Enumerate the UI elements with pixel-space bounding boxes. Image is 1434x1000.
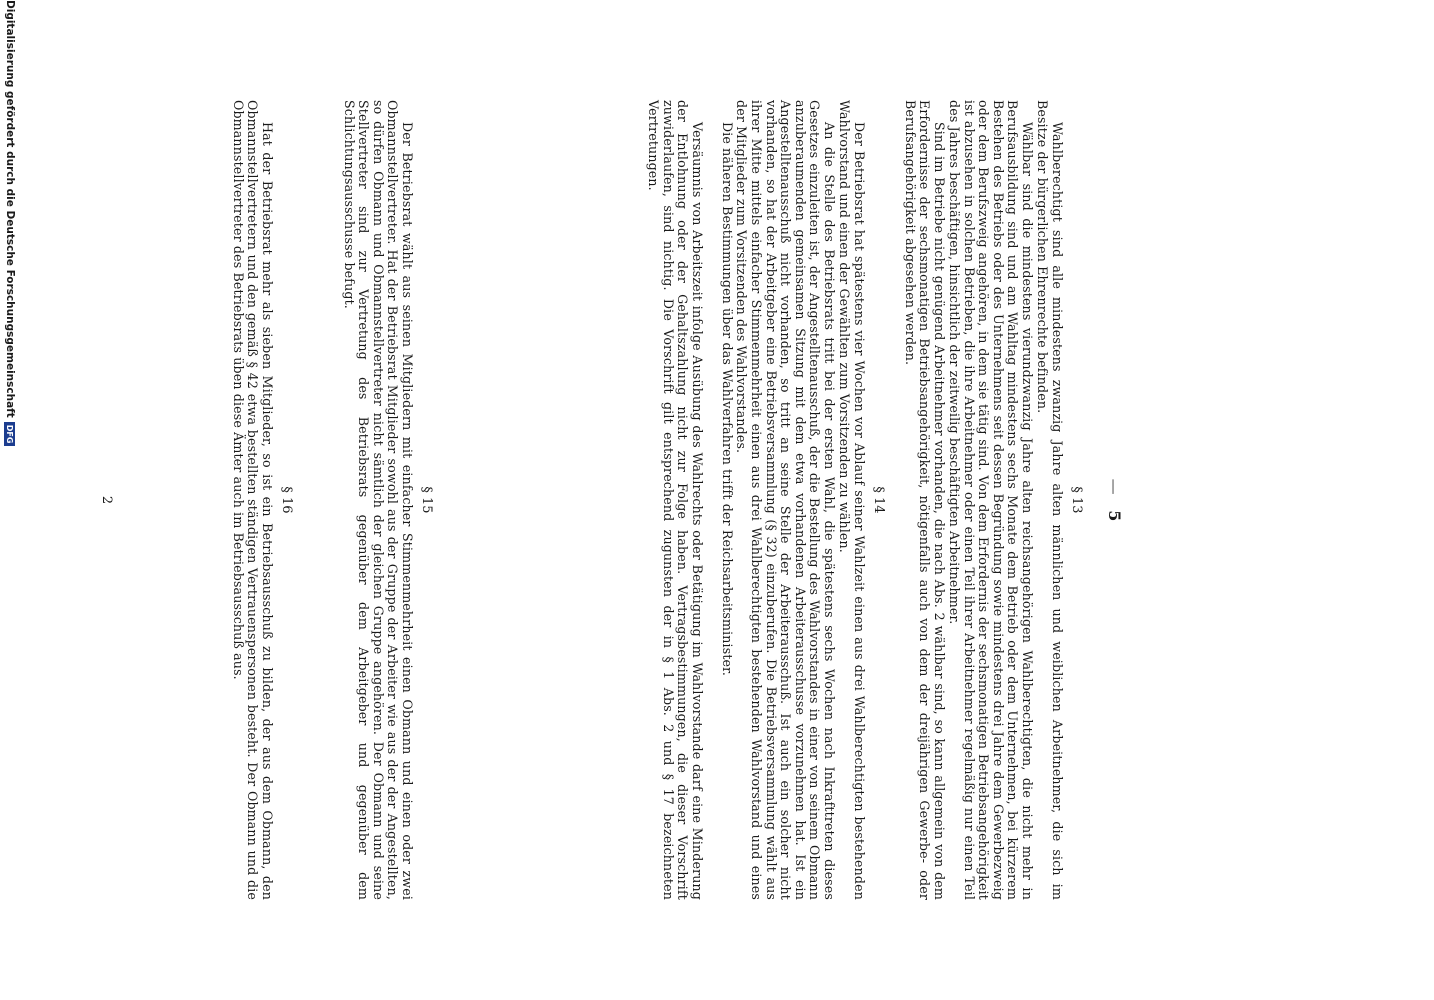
- digitization-footer: [0, 0, 20, 1000]
- section-13-paragraph-2: Wählbar sind die mindestens vierundzwanzig Jahre alten reichsangehörigen Wahlberechtigten, die nicht mehr in Berufsausbildung sind und am Wahltag mindestens sechs Monate dem Betrieb oder dem Unternehmen, bei kürzerem Bestehen des Betriebs oder des Unternehmens seit dessen Begründung sowie mindestens drei Jahre dem Gewerbezweig oder dem Berufszweig angehören, in dem sie tätig sind. Von dem Erfordernis der sechsmonatigen Betriebsangehörigkeit ist abzusehen in solchen Betrieben, die ihre Arbeitnehmer oder einen Teil ihrer Arbeitnehmer regelmäßig nur einen Teil des Jahres beschäftigen, hinsichtlich der zeitweilig beschäftigten Arbeitnehmer.: [947, 100, 1035, 900]
- section-13-heading: § 13: [1069, 486, 1084, 514]
- section-14-paragraph-2: An die Stelle des Betriebsrats tritt bei der ersten Wahl, die spätestens sechs Wochen nach Inkrafttreten dieses Gesetzes einzuleiten ist, der Angestelltenausschuß, der die Bestellung des Wahlvorstandes in einer von seinem Obmann anzuberaumenden gemeinsamen Sitzung mit dem etwa vorhandenen Arbeiterausschusse vorzunehmen hat. Ist ein Angestelltenausschuß nicht vorhanden, so tritt an seine Stelle der Arbeiterausschuß. Ist auch ein solcher nicht vorhanden, so hat der Arbeitgeber eine Betriebsversammlung (§ 32) einzuberufen. Die Betriebsversammlung wählt aus ihrer Mitte mittels einfacher Stimmenmehrheit einen aus drei Wahlberechtigten bestehenden Wahlvorstand und eines der Mitglieder zum Vorsitzenden des Wahlvorstandes.: [734, 100, 837, 900]
- page-number: [1105, 60, 1124, 940]
- section-13-paragraph-3: Sind im Betriebe nicht genügend Arbeitnehmer vorhanden, die nach Abs. 2 wählbar sind, so kann allgemein von dem Erfordernisse der sechsmonatigen Betriebsangehörigkeit, nötigenfalls auch von dem der dreijährigen Gewerbe- oder Berufsangehörigkeit abgesehen werden.: [902, 100, 947, 900]
- page-dash: —: [1105, 478, 1124, 495]
- section-16-paragraph-1: Hat der Betriebsrat mehr als sieben Mitglieder, so ist ein Betriebsausschuß zu bilden, der aus dem Obmann, den Obmannstellvertretern und den gemäß § 42 etwa bestellten ständigen Vertrauenspersonen besteht. Der Obmann und die Obmannstellvertreter des Betriebsrats üben diese Ämter auch im Betriebsausschuß aus.: [230, 100, 275, 900]
- footer-text: Digitalisierung gefördert durch die Deutsche Forschungsgemeinschaft: [4, 0, 16, 418]
- section-15-heading: § 15: [419, 486, 434, 514]
- section-14-paragraph-3: Die näheren Bestimmungen über das Wahlverfahren trifft der Reichsarbeitsminister.: [720, 122, 735, 677]
- section-16-heading: § 16: [279, 486, 294, 514]
- section-13-paragraph-1: Wahlberechtigt sind alle mindestens zwanzig Jahre alten männlichen und weiblichen Arbeitnehmer, die sich im Besitze der bürgerlichen Ehrenrechte befinden.: [1035, 100, 1065, 900]
- section-15-paragraph-1: Der Betriebsrat wählt aus seinen Mitgliedern mit einfacher Stimmenmehrheit einen Obmann und einen oder zwei Obmannstellvertreter. Hat der Betriebsrat Mitglieder sowohl aus der Gruppe der Arbeiter wie aus der der Angestellten, so dürfen Obmann und Obmannstellvertreter nicht sämtlich der gleichen Gruppe angehören. Der Obmann und seine Stellvertreter sind zur Vertretung des Betriebsrats gegenüber dem Arbeitgeber und gegenüber dem Schlichtungsausschusse befugt.: [341, 100, 415, 900]
- section-14-heading: § 14: [871, 486, 886, 514]
- dfg-logo: DFG: [5, 422, 16, 447]
- section-14-paragraph-4: Versäumnis von Arbeitszeit infolge Ausübung des Wahlrechts oder Betätigung im Wahlvorstande darf eine Minderung der Entlohnung oder der Gehaltszahlung nicht zur Folge haben. Vertragsbestimmungen, die dieser Vorschrift zuwiderlaufen, sind nichtig. Die Vorschrift gilt entsprechend zugunsten der in § 1 Abs. 2 und § 17 bezeichneten Vertretungen.: [646, 100, 705, 900]
- signature-mark: 2: [99, 495, 114, 505]
- section-14-paragraph-1: Der Betriebsrat hat spätestens vier Wochen vor Ablauf seiner Wahlzeit einen aus drei Wahlberechtigten bestehenden Wahlvorstand und einen der Gewählten zum Vorsitzenden zu wählen.: [837, 100, 867, 900]
- rotated-page: [54, 60, 1154, 940]
- page-number-value: 5: [1105, 510, 1124, 522]
